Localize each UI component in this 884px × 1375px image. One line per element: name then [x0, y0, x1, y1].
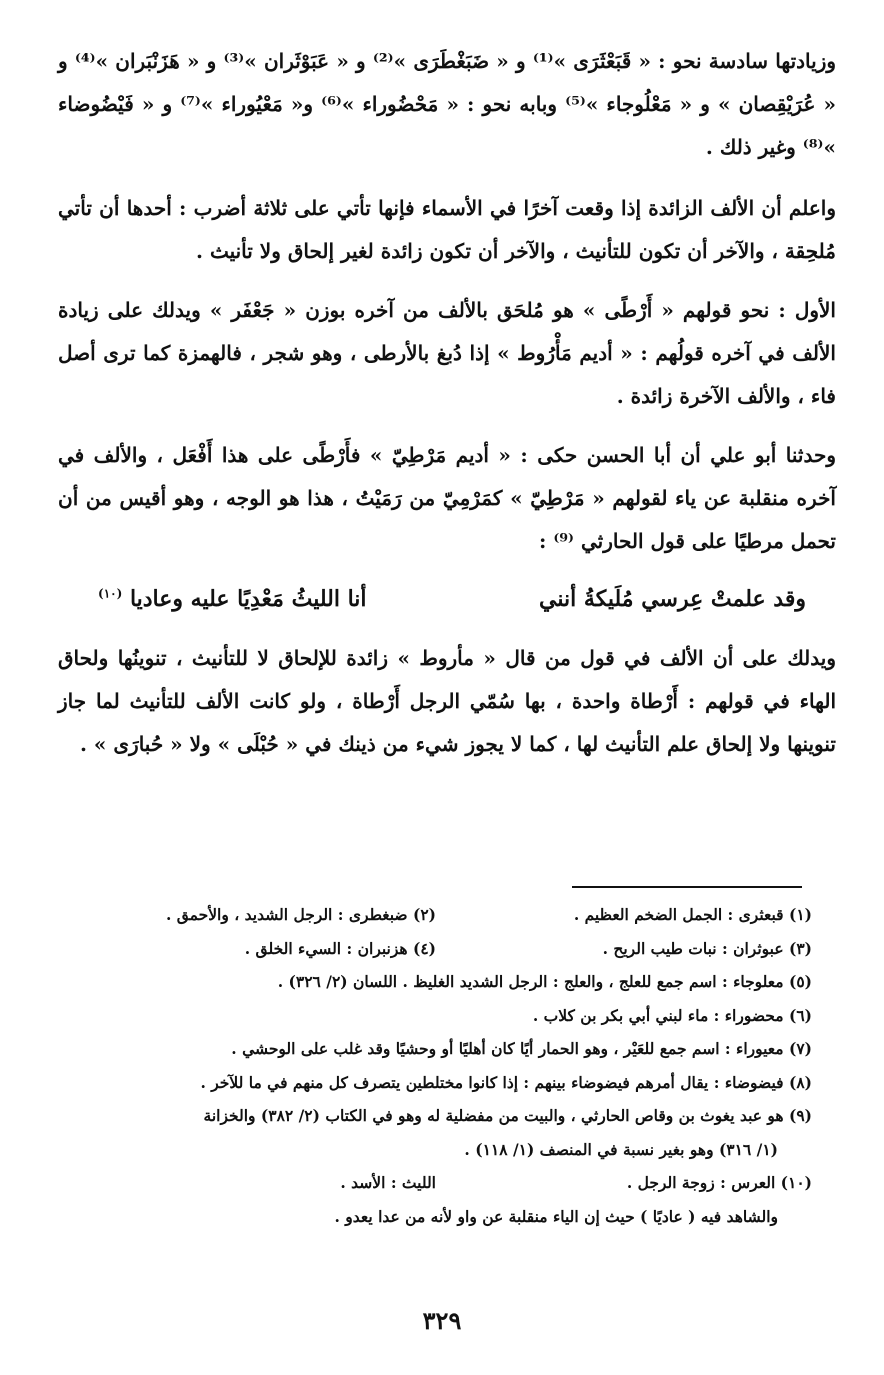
footnote: (٩) هو عبد يغوث بن وقاص الحارثي ، والبيت من مفضلية له وهو في الكتاب (٢/ ٣٨٢) والخزانة	[203, 1106, 812, 1125]
main-text	[58, 40, 836, 782]
footnote-separator	[572, 886, 802, 888]
page-number: ٣٢٩	[422, 1306, 462, 1335]
paragraph: وحدثنا أبو علي أن أبا الحسن حكى : « أديم مَرْطِيّ » فأَرْطًى على هذا أَفْعَل ، والألف في آخره منقلبة عن ياء لقولهم « مَرْطِيّ » كمَرْمِيّ من رَمَيْتُ ، هذا هو الوجه ، وهو أقيس من أن تحمل مرطيًا على قول الحارثي ⁽⁹⁾ :	[58, 443, 836, 553]
footnote: (٣) عبوثران : نبات طيب الريح .	[602, 938, 812, 958]
footnote: الليث : الأسد .	[340, 1173, 436, 1192]
footnote: (٦) محضوراء : ماء لبني أبي بكر بن كلاب .	[532, 1005, 812, 1025]
paragraph: وزيادتها سادسة نحو : « قَبَعْثَرَى »⁽¹⁾ و « ضَبَغْطَرَى »⁽²⁾ و « عَبَوْثَران »⁽³⁾ و « هَزَنْبَران »⁽⁴⁾ و « عُرَيْقِصان » و « مَعْلُوجاء »⁽⁵⁾ وبابه نحو : « مَحْضُوراء »⁽⁶⁾ و« مَعْيُوراء »⁽⁷⁾ و « فَيْضُوضاء »⁽⁸⁾ وغير ذلك .	[58, 49, 837, 159]
footnote: (١) قبعثرى : الجمل الضخم العظيم .	[573, 905, 812, 924]
footnote: (١٠) العرس : زوجة الرجل .	[626, 1173, 812, 1192]
footnote-reference: (١٠)	[98, 586, 123, 601]
footnote: (٧) معيوراء : اسم جمع للعَيْر ، وهو الحمار أيًا كان أهليًا أو وحشيًا وقد غلب على الوحشي .	[231, 1039, 812, 1058]
verse-second-hemistich: أنا الليثُ مَعْدِيًا عليه وعاديا	[129, 586, 367, 612]
footnote: (٨) فيضوضاء : يقال أمرهم فيضوضاء بينهم : إذا كانوا مختلطين يتصرف كل منهم في ما للآخر .	[200, 1072, 812, 1092]
footnote: (٢) ضبغطرى : الرجل الشديد ، والأحمق .	[165, 905, 436, 924]
poetry-verse	[98, 579, 806, 619]
verse-first-hemistich: وقد علمتْ عِرسي مُلَيكةُ أنني	[539, 586, 806, 612]
footnote: (٤) هزنبران : السيء الخلق .	[244, 938, 436, 958]
paragraph: ويدلك على أن الألف في قول من قال « مأروط » زائدة للإلحاق لا للتأنيث ، تنوينُها ولحاق الهاء في قولهم : أَرْطاة واحدة ، بها سُمّي الرجل أَرْطاة ، ولو كانت الألف للتأنيث لما جاز تنوينها ولا إلحاق علم التأنيث لها ، كما لا يجوز شيء من ذينك في « حُبْلَى » ولا « حُبارَى » .	[58, 646, 836, 756]
footnote-continuation: والشاهد فيه ( عاديًا ) حيث إن الياء منقلبة عن واو لأنه من عدا يعدو .	[334, 1206, 778, 1226]
footnotes	[60, 898, 812, 1233]
paragraph: الأول : نحو قولهم « أَرْطًى » هو مُلحَق بالألف من آخره بوزن « جَعْفَر » ويدلك على زيادة الألف في آخره قولُهم : « أديم مَأْرُوط » إذا دُبغ بالأرطى ، وهو شجر ، فالهمزة كما ترى أصل فاء ، والألف الآخرة زائدة .	[58, 298, 836, 408]
footnote-row	[60, 932, 812, 966]
verse-second-hemistich-wrap	[98, 579, 367, 619]
footnote-row	[60, 898, 812, 932]
footnote-row	[60, 1166, 812, 1200]
footnote: (٥) معلوجاء : اسم جمع للعلج ، والعلج : الرجل الشديد الغليظ . اللسان (٢/ ٣٢٦) .	[277, 972, 812, 991]
paragraph: واعلم أن الألف الزائدة إذا وقعت آخرًا في الأسماء فإنها تأتي على ثلاثة أضرب : أحدها أن تأتي مُلحِقة ، والآخر أن تكون للتأنيث ، والآخر أن تكون زائدة لغير إلحاق ولا تأنيث .	[58, 196, 836, 263]
footnote-continuation: (١/ ٣١٦) وهو بغير نسبة في المنصف (١/ ١١٨) .	[464, 1139, 778, 1159]
